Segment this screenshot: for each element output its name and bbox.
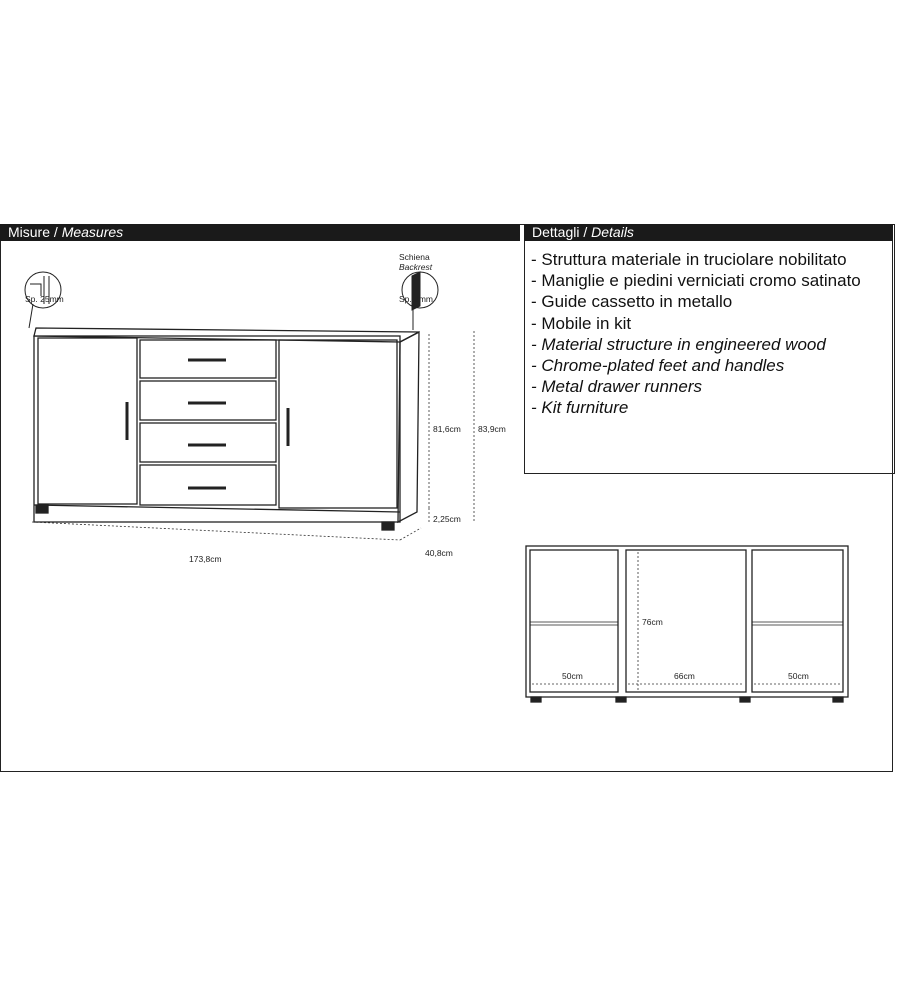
interior-foot-3 [740,697,750,702]
backrest-label-it: Schiena [399,252,430,262]
backrest-thickness-label: Sp. 3mm [399,294,434,304]
side-panel [398,332,419,522]
left-door [38,338,137,504]
measures-header-it: Misure [8,224,51,240]
backrest-label-en: Backrest [399,262,433,272]
drawer-3 [140,423,276,462]
foot-height-label: 2,25cm [433,514,461,524]
details-item: - Mobile in kit [531,313,632,333]
interior-foot-2 [616,697,626,702]
details-item: - Maniglie e piedini verniciati cromo satinato [531,271,861,291]
top-thickness-label: Sp. 25mm [25,294,64,304]
right-door [279,340,397,508]
backrest-detail [412,272,420,310]
details-header-it: Dettagli [532,224,580,240]
interior-foot-1 [531,697,541,702]
width-dim [32,522,400,540]
header-separator: / [579,224,592,240]
measures-header-en: Measures [61,224,124,240]
details-header-en: Details [591,224,634,240]
depth-label: 40,8cm [425,548,453,558]
details-item: - Metal drawer runners [531,377,703,397]
left-width-label: 50cm [562,671,583,681]
width-label: 173,8cm [189,554,222,564]
depth-dim [400,528,421,540]
details-item: - Chrome-plated feet and handles [531,356,785,376]
details-item: - Struttura materiale in truciolare nobilitato [531,250,847,269]
interior-dimension-lines [532,552,841,690]
interior-height-label: 76cm [642,617,663,627]
details-item: - Kit furniture [531,398,629,418]
center-width-label: 66cm [674,671,695,681]
interior-dimension-labels [562,617,809,681]
foot-front-right [382,522,394,530]
detail-callouts [25,272,438,330]
total-height-label: 83,9cm [478,424,506,434]
details-item: - Guide cassetto in metallo [531,292,733,312]
drawer-4 [140,465,276,505]
front-dimension-labels [25,252,506,564]
cabinet-body [34,336,400,522]
right-width-label: 50cm [788,671,809,681]
details-item: - Material structure in engineered wood [531,334,826,354]
foot-front-left [36,505,48,513]
interior-foot-4 [833,697,843,702]
front-view-drawing [34,328,419,530]
top-callout-leader [29,304,33,328]
body-height-label: 81,6cm [433,424,461,434]
header-separator: / [50,224,62,240]
drawer-2 [140,381,276,420]
